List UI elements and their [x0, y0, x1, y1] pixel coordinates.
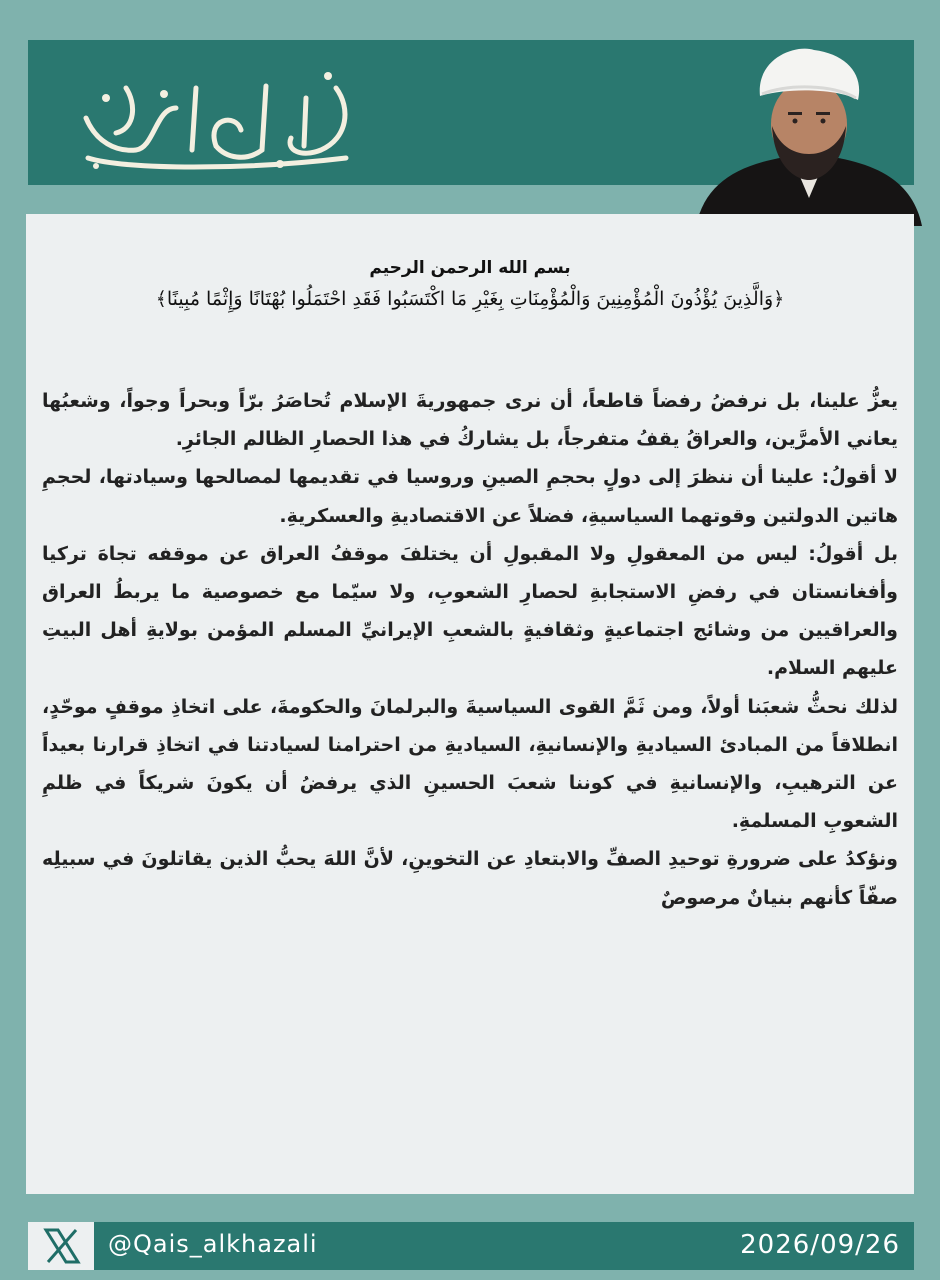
paragraph: لذلك نحثُّ شعبَنا أولاً، ومن ثَمَّ القوى السياسيةَ والبرلمانَ والحكومةَ، على اتخاذِ موقفٍ موحّدٍ، انطلاقاً من المبادئ السياديةِ والإنسانيةِ، السياديةِ من احترامنا لسيادتنا في اتخاذِ قرارنا بعيداً عن الترهيبِ، والإنسانيةِ في كوننا شعبَ الحسينِ الذي يرفضُ أن يكونَ شريكاً في ظلمِ الشعوبِ المسلمةِ. — [42, 695, 898, 833]
paragraph: ونؤكدُ على ضرورةِ توحيدِ الصفِّ والابتعادِ عن التخوينِ، لأنَّ اللهَ يحبُّ الذين يقاتلونَ في سبيلِه صفّاً كأنهم بنيانٌ مرصوصٌ — [42, 848, 898, 909]
paragraph: بل أقولُ: ليس من المعقولِ ولا المقبولِ أن يختلفَ موقفُ العراق عن موقفه تجاهَ تركيا وأفغانستان في رفضِ الاستجابةِ لحصارِ الشعوبِ، ولا سيّما مع خصوصية ما يربطُ العراق والعراقيين من وشائج اجتماعيةٍ وثقافيةٍ بالشعبِ الإيرانيِّ المسلم المؤمن بولايةِ أهل البيتِ عليهم السلام. — [42, 542, 898, 680]
calligraphy-logo — [66, 58, 366, 178]
portrait-image — [696, 48, 922, 226]
social-handle[interactable]: @Qais_alkhazali — [108, 1230, 318, 1258]
statement-body — [42, 382, 898, 917]
quran-verse: ﴿وَالَّذِينَ يُؤْذُونَ الْمُؤْمِنِينَ وَالْمُؤْمِنَاتِ بِغَيْرِ مَا اكْتَسَبُوا فَقَدِ احْتَمَلُوا بُهْتَانًا وَإِثْمًا مُبِينًا﴾ — [155, 288, 785, 310]
footer-bar — [28, 1222, 914, 1270]
post-date: 2026/09/26 — [740, 1230, 900, 1260]
paragraph: لا أقولُ: علينا أن ننظرَ إلى دولٍ بحجمِ الصينِ وروسيا في تقديمها لمصالحها وسيادتها، لحجمِ هاتين الدولتين وقوتهما السياسيةِ، فضلاً عن الاقتصاديةِ والعسكريةِ. — [42, 466, 898, 527]
x-logo-icon[interactable] — [28, 1222, 94, 1270]
header-banner — [28, 40, 914, 185]
basmala: بسم الله الرحمن الرحيم — [369, 258, 571, 278]
paragraph: يعزُّ علينا، بل نرفضُ رفضاً قاطعاً، أن نرى جمهوريةَ الإسلام تُحاصَرُ برّاً وبحراً وجواً، وشعبُها يعاني الأمرَّين، والعراقُ يقفُ متفرجاً، بل يشاركُ في هذا الحصارِ الظالم الجائرِ. — [42, 390, 898, 451]
